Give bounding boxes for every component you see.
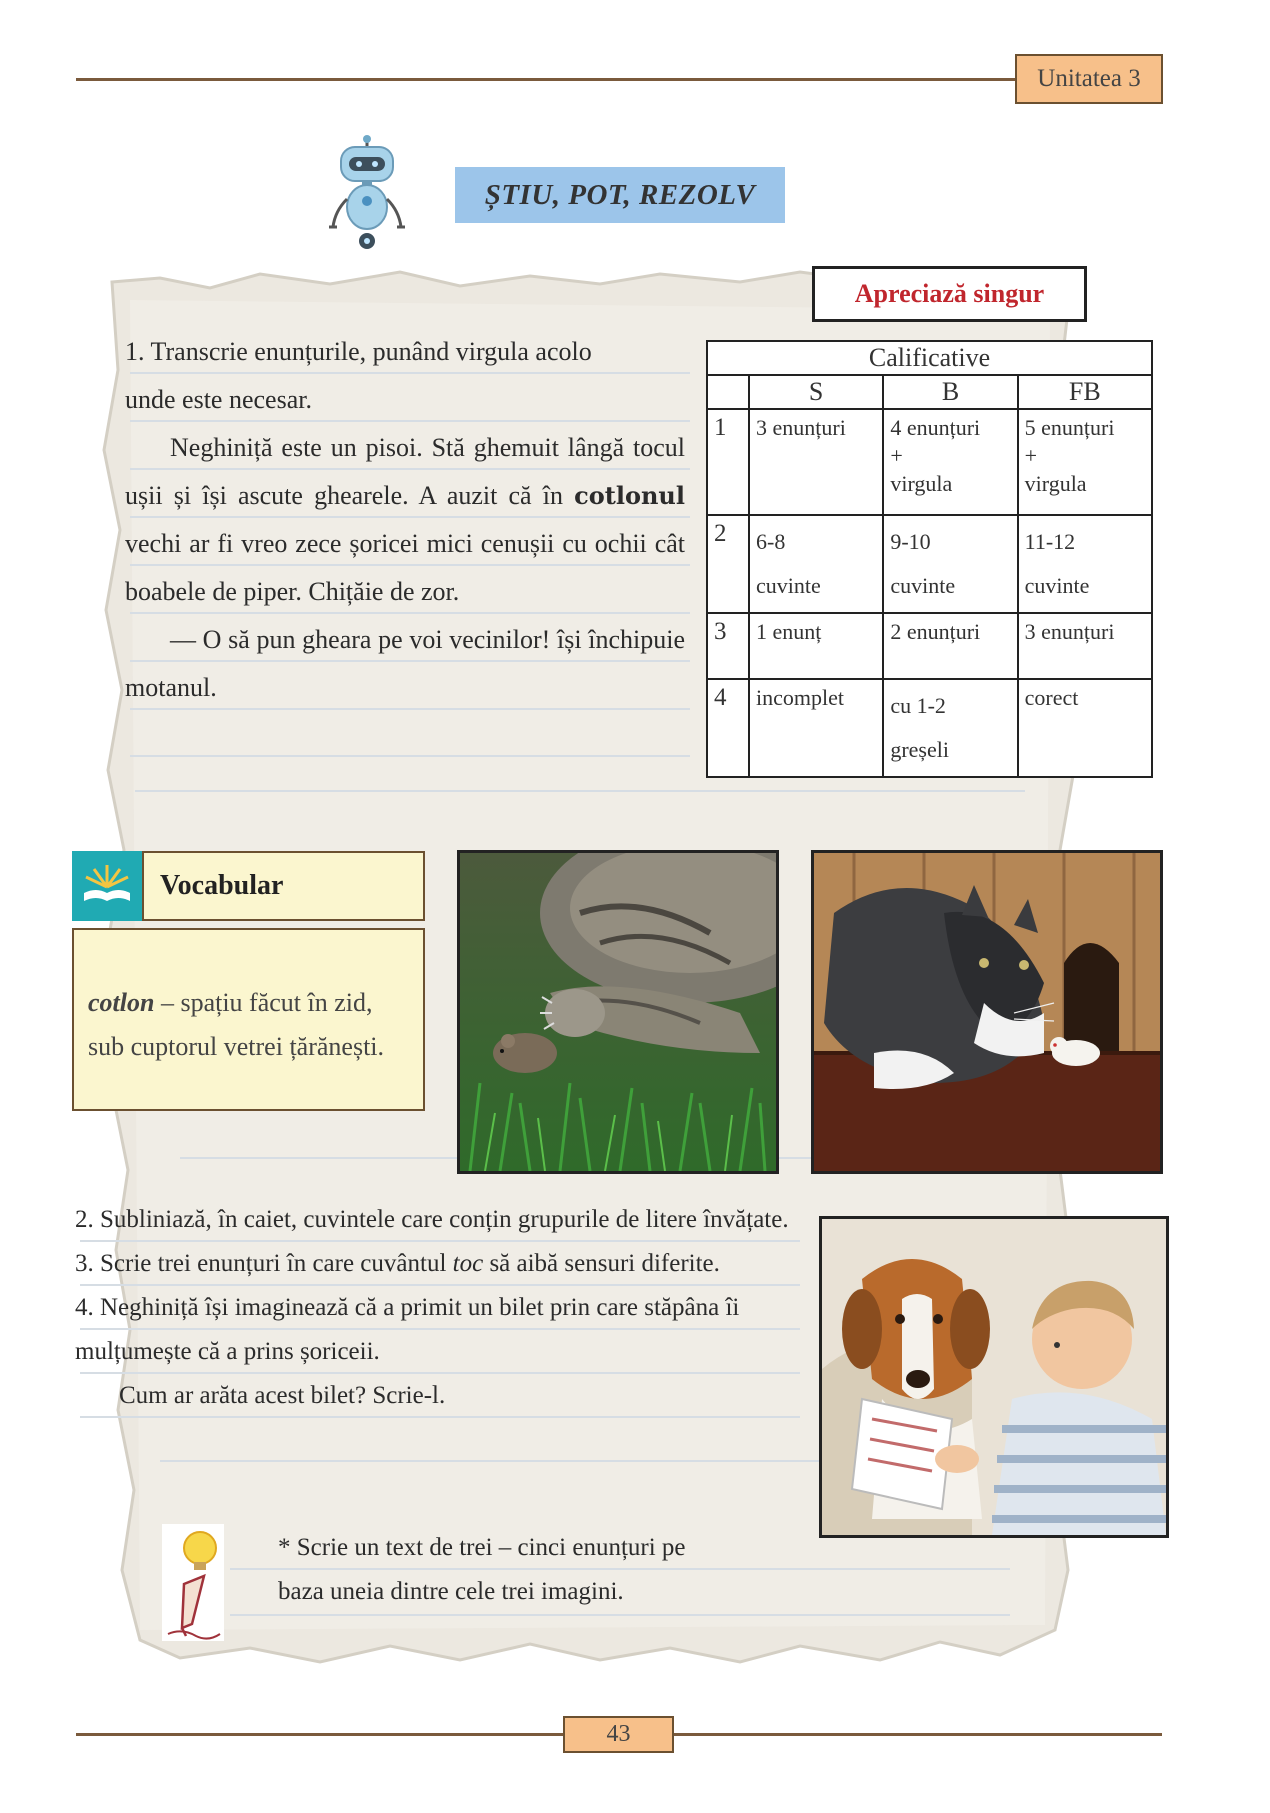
robot-icon bbox=[327, 135, 407, 255]
grading-table bbox=[706, 340, 1153, 778]
italic-word: toc bbox=[452, 1250, 484, 1277]
column-fb: FB bbox=[1018, 375, 1152, 409]
page-number: 43 bbox=[563, 1716, 674, 1753]
exercises-2-4 bbox=[75, 1198, 795, 1418]
creative-task: * Scrie un text de trei – cinci enunțuri pe baza uneia dintre cele trei imagini. bbox=[278, 1534, 686, 1605]
unit-label: Unitatea 3 bbox=[1015, 54, 1163, 104]
exercise-4-followup: Cum ar arăta acest bilet? Scrie-l. bbox=[119, 1382, 446, 1409]
table-row: 3 1 enunț 2 enunțuri 3 enunțuri bbox=[707, 613, 1152, 679]
exercise-1 bbox=[125, 328, 685, 712]
exercise-1-dialogue: — O să pun gheara pe voi vecinilor! își închipuie motanul. bbox=[125, 625, 685, 702]
vocabulary-heading: Vocabular bbox=[142, 851, 425, 921]
vocabulary-term: cotlon bbox=[88, 988, 155, 1017]
table-row: 2 6-8 cuvinte 9-10 cuvinte 11-12 cuvinte bbox=[707, 515, 1152, 613]
header-rule bbox=[76, 78, 1016, 81]
table-row: 1 3 enunțuri 4 enunțuri + virgula 5 enunțuri + virgula bbox=[707, 409, 1152, 515]
table-header-row bbox=[707, 341, 1152, 375]
table-header: Calificative bbox=[707, 341, 1152, 375]
ruled-line bbox=[230, 1614, 1010, 1616]
cat-mousehole-photo bbox=[811, 850, 1163, 1174]
section-title: ȘTIU, POT, REZOLV bbox=[455, 167, 785, 223]
dog-boy-reading-photo bbox=[819, 1216, 1169, 1538]
exercise-1-instruction: 1. Transcrie enunțurile, punând virgula acolo unde este necesar. bbox=[125, 337, 592, 414]
exercise-3: 3. Scrie trei enunțuri în care cuvântul toc să aibă sensuri diferite. bbox=[75, 1250, 720, 1277]
exercise-2: 2. Subliniază, în caiet, cuvintele care conțin grupurile de litere învățate. bbox=[75, 1206, 789, 1233]
book-icon bbox=[72, 851, 142, 921]
ruled-line bbox=[130, 755, 690, 757]
ruled-line bbox=[160, 1460, 820, 1462]
bold-word: cotlonul bbox=[574, 481, 685, 510]
self-assessment-title: Apreciază singur bbox=[812, 266, 1087, 322]
ruled-line bbox=[135, 790, 1025, 792]
vocabulary-definition: cotlon – spațiu făcut în zid, sub cuptorul vetrei țărănești. bbox=[72, 928, 425, 1111]
exercise-4: 4. Neghiniță își imaginează că a primit un bilet prin care stăpâna îi mulțumește că a prins șoriceii. bbox=[75, 1294, 740, 1365]
column-b: B bbox=[883, 375, 1017, 409]
lightbulb-pencil-icon bbox=[162, 1524, 224, 1641]
cat-mouse-grass-photo bbox=[457, 850, 779, 1174]
table-row: 4 incomplet cu 1-2 greșeli corect bbox=[707, 679, 1152, 777]
table-columns-row bbox=[707, 375, 1152, 409]
column-s: S bbox=[749, 375, 883, 409]
exercise-1-text: Neghiniță este un pisoi. Stă ghemuit lângă tocul ușii și își ascute ghearele. A auzit că în cotlonul vechi ar fi vreo zece șoricei mici cenușii cu ochii cât boabele de piper. Chițăie de zor. bbox=[125, 433, 685, 606]
